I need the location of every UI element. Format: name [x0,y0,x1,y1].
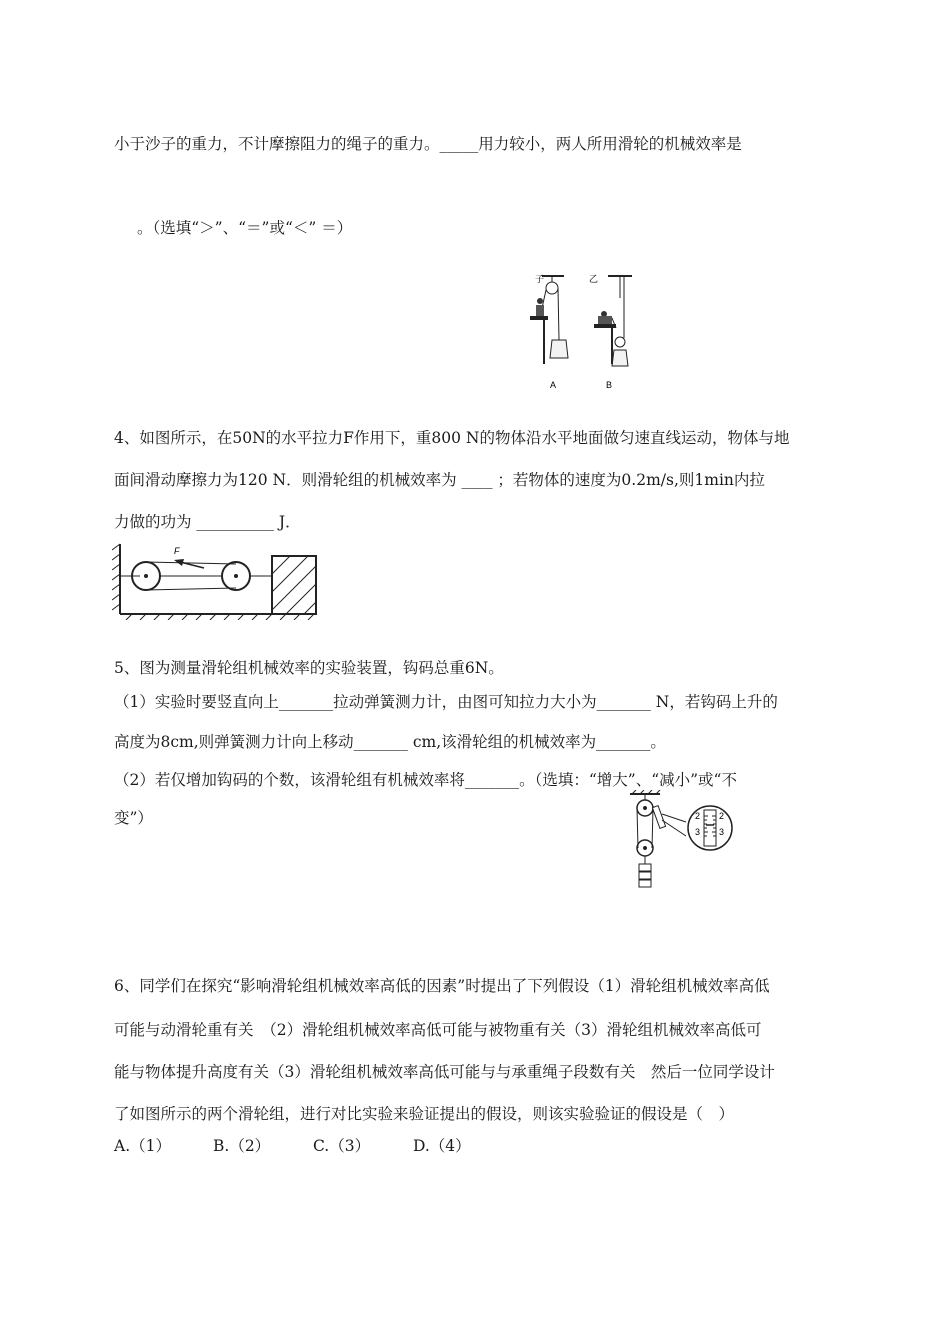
option-d: D.（4） [413,1137,471,1155]
person-a [537,298,543,304]
q3-line-1: 小于沙子的重力，不计摩擦阻力的绳子的重力。_____用力较小，两人所用滑轮的机械效率是 [114,135,742,153]
q6-line-4: 了如图所示的两个滑轮组，进行对比实验来验证提出的假设，则该实验验证的假设是（ ） [114,1105,735,1123]
q6-line-2: 可能与动滑轮重有关 （2）滑轮组机械效率高低可能与被物重有关（3）滑轮组机械效率高低可 [114,1021,762,1039]
scale-label-right-3: 3 [719,827,725,837]
fig-label-b: B [606,380,613,390]
fig-label-a: A [550,380,557,390]
scale-label-right-2: 2 [719,811,725,821]
q4-line-3: 力做的功为 __________ J． [114,513,301,531]
q4-pulley-figure [112,540,322,620]
person-a-label: 子 [535,274,545,284]
q5-line-2: （1）实验时要竖直向上_______拉动弹簧测力计，由图可知拉力大小为_______ N，若钩码上升的 [114,693,778,711]
q3-pulley-figure [522,268,642,396]
q4-line-1: 4、如图所示，在50N的水平拉力F作用下，重800 N的物体沿水平地面做匀速直线运动，物体与地 [114,429,790,447]
q5-line-1: 5、图为测量滑轮组机械效率的实验装置，钩码总重6N。 [114,659,504,677]
person-b-label: 乙 [589,274,599,284]
option-c: C.（3） [313,1137,371,1155]
spring-scale [652,806,665,829]
q5-line-3: 高度为8cm,则弹簧测力计向上移动_______ cm,该滑轮组的机械效率为_______。 [114,733,666,751]
q6-line-1: 6、同学们在探究“影响滑轮组机械效率高低的因素”时提出了下列假设（1）滑轮组机械效率高低 [114,977,770,995]
q3-line-2: 。（选填“＞”、“＝”或“＜” ＝） [137,219,353,237]
hook-weight-1 [639,864,651,871]
platform-b [594,324,616,328]
sand-bucket-a [550,340,568,358]
q5-experiment-figure [620,790,740,892]
q5-line-5: 变”） [114,809,153,827]
hook-weight-3 [639,880,651,887]
sand-bucket-b [612,350,628,366]
option-b: B.（2） [213,1137,271,1155]
q5-line-4: （2）若仅增加钩码的个数，该滑轮组有机械效率将_______。（选填：“增大”、“减小”或“不 [114,771,737,789]
q4-line-2: 面间滑动摩擦力为120 N．则滑轮组的机械效率为 ____ ；若物体的速度为0.2m/s,则1min内拉 [114,471,765,489]
scale-label-left-2: 2 [695,811,701,821]
fixed-pulley-a [546,282,558,294]
movable-pulley-b [615,337,625,347]
scale-label-left-3: 3 [695,827,701,837]
q6-line-3: 能与物体提升高度有关（3）滑轮组机械效率高低可能与与承重绳子段数有关 然后一位同学设计 [114,1063,775,1081]
force-label: F [174,546,180,556]
platform-a [530,316,548,320]
hook-weight-2 [639,872,651,879]
option-a: A.（1） [114,1137,171,1155]
